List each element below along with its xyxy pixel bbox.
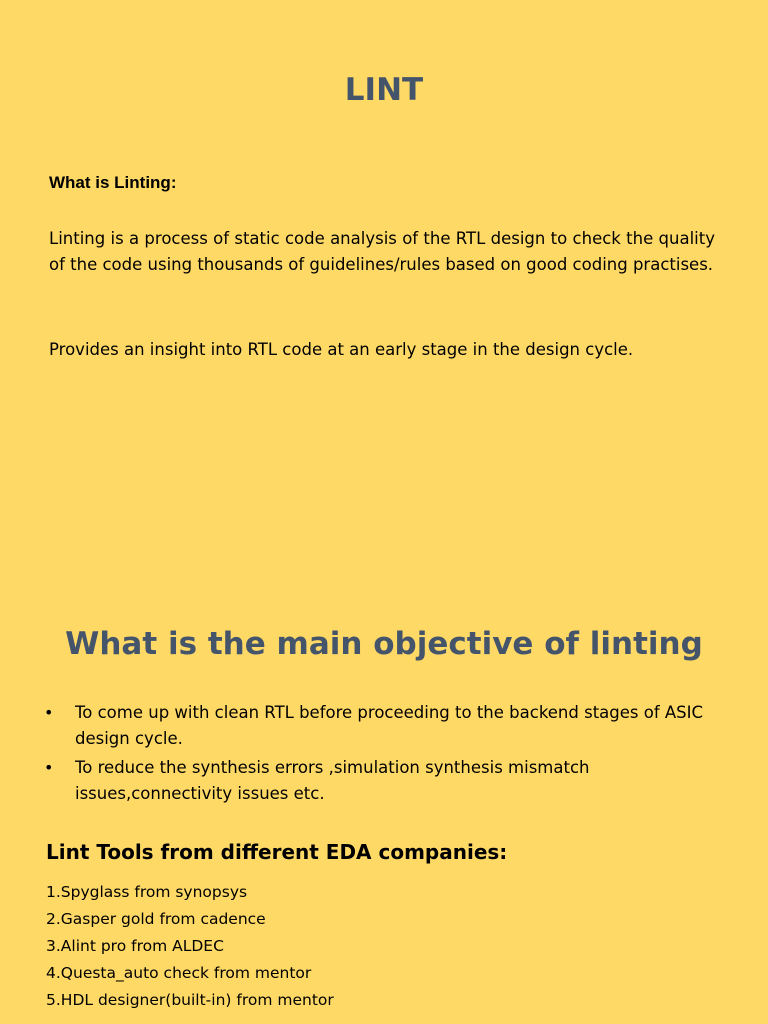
list-item: 2.Gasper gold from cadence: [46, 910, 266, 928]
list-item: [44, 700, 704, 752]
bullet-icon: •: [44, 703, 54, 722]
bullet-icon: •: [44, 758, 54, 777]
objective-bullet-list: [44, 700, 704, 810]
objective-heading: What is the main objective of linting: [65, 626, 703, 662]
list-item: 5.HDL designer(built-in) from mentor: [46, 991, 334, 1009]
linting-definition-paragraph: Linting is a process of static code analysis of the RTL design to check the quality of the code using thousands of guidelines/rules based on good coding practises.: [49, 229, 715, 274]
linting-insight-paragraph: Provides an insight into RTL code at an early stage in the design cycle.: [49, 340, 634, 359]
section-subheading: What is Linting:: [49, 173, 177, 192]
list-item: 3.Alint pro from ALDEC: [46, 937, 224, 955]
bullet-text: To reduce the synthesis errors ,simulation synthesis mismatch issues,connectivity issues etc.: [75, 758, 590, 803]
bullet-text: To come up with clean RTL before proceeding to the backend stages of ASIC design cycle.: [75, 703, 704, 748]
tools-list: [46, 879, 334, 1014]
list-item: 1.Spyglass from synopsys: [46, 883, 248, 901]
list-item: 4.Questa_auto check from mentor: [46, 964, 312, 982]
list-item: [44, 755, 704, 807]
tools-heading: Lint Tools from different EDA companies:: [46, 840, 508, 864]
page-title: LINT: [344, 72, 424, 108]
